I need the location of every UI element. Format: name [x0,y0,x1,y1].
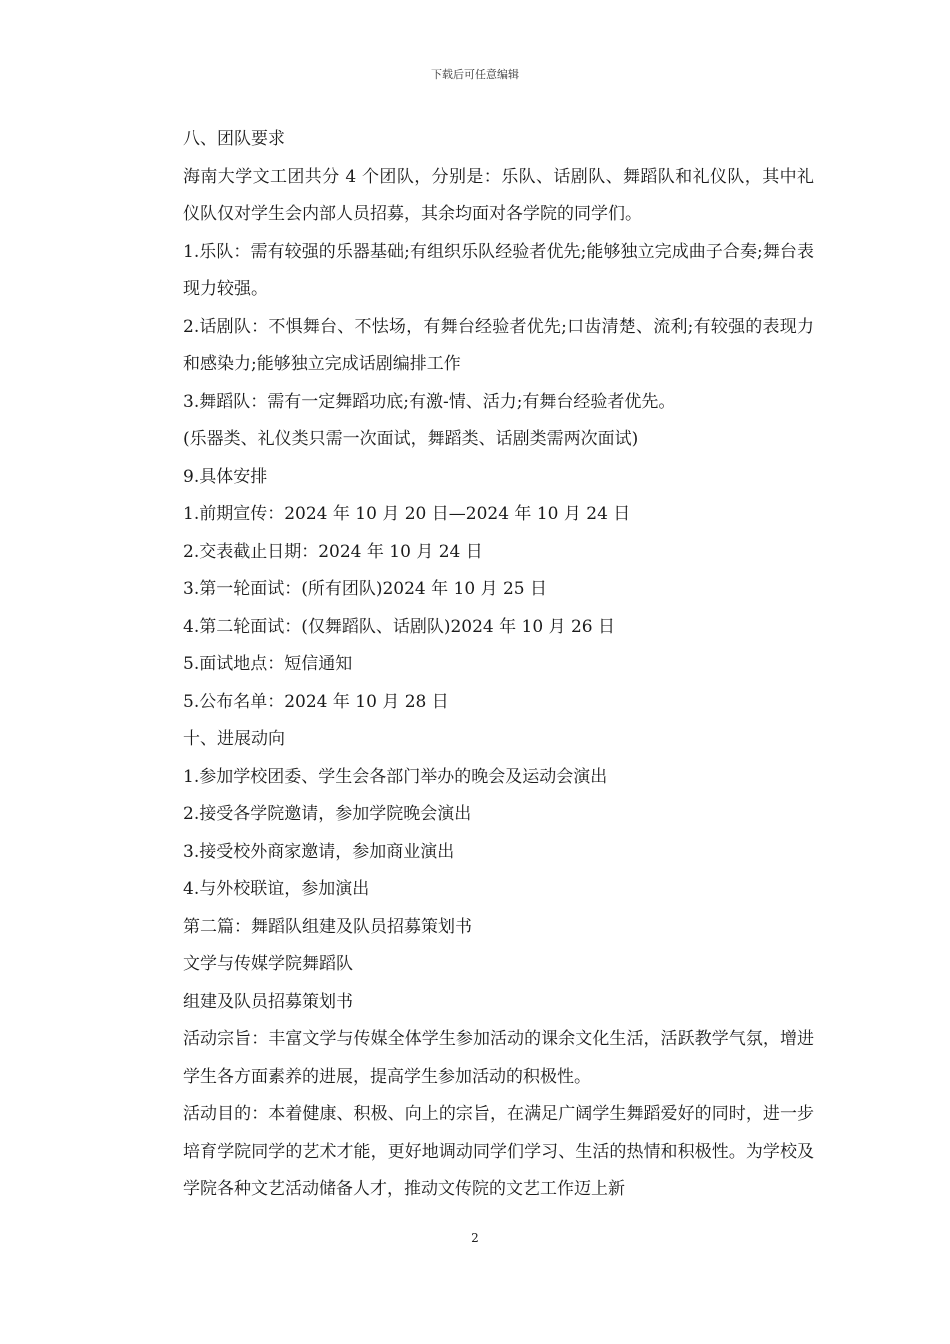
schedule-item-deadline: 2.交表截止日期：2024 年 10 月 24 日 [183,541,483,562]
paragraph-activity-goal: 活动目的：本着健康、积极、向上的宗旨，在满足广阔学生舞蹈爱好的同时，进一步培育学院同学的艺术才能，更好地调动同学们学习、生活的热情和积极性。为学校及学院各种文艺活动储备人才，推动文传院的文艺工作迈上新 [183,1104,814,1199]
section-heading-team-requirements: 八、团队要求 [183,129,285,149]
schedule-item-announcement: 5.公布名单：2024 年 10 月 28 日 [183,691,449,712]
section-heading-schedule: 9.具体安排 [183,466,268,487]
section-heading-progress: 十、进展动向 [183,729,285,749]
schedule-item-location: 5.面试地点：短信通知 [183,654,353,674]
schedule-item-first-interview: 3.第一轮面试：(所有团队)2024 年 10 月 25 日 [183,579,548,599]
list-item-drama: 2.话剧队：不惧舞台、不怯场，有舞台经验者优先;口齿清楚、流利;有较强的表现力和感染力;能够独立完成话剧编排工作 [183,316,814,374]
list-item-band: 1.乐队：需有较强的乐器基础;有组织乐队经验者优先;能够独立完成曲子合奏;舞台表现力较强。 [183,241,814,299]
part-two-title-line-1: 文学与传媒学院舞蹈队 [183,954,353,974]
document-body [146,121,814,1209]
schedule-item-second-interview: 4.第二轮面试：(仅舞蹈队、话剧队)2024 年 10 月 26 日 [183,616,616,637]
list-item-dance: 3.舞蹈队：需有一定舞蹈功底;有激-情、活力;有舞台经验者优先。 [183,391,676,412]
progress-item-4: 4.与外校联谊，参加演出 [183,879,370,899]
interview-note: (乐器类、礼仪类只需一次面试，舞蹈类、话剧类需两次面试) [183,429,639,449]
part-two-heading: 第二篇：舞蹈队组建及队员招募策划书 [183,916,472,937]
progress-item-1: 1.参加学校团委、学生会各部门举办的晚会及运动会演出 [183,766,608,787]
progress-item-3: 3.接受校外商家邀请，参加商业演出 [183,841,455,862]
paragraph-team-overview: 海南大学文工团共分 4 个团队，分别是：乐队、话剧队、舞蹈队和礼仪队，其中礼仪队仅对学生会内部人员招募，其余均面对各学院的同学们。 [183,166,814,224]
progress-item-2: 2.接受各学院邀请，参加学院晚会演出 [183,804,472,824]
page-header-note: 下载后可任意编辑 [431,68,519,81]
part-two-title-line-2: 组建及队员招募策划书 [183,991,353,1012]
schedule-item-promotion: 1.前期宣传：2024 年 10 月 20 日—2024 年 10 月 24 日 [183,504,631,524]
paragraph-activity-purpose: 活动宗旨：丰富文学与传媒全体学生参加活动的课余文化生活，活跃教学气氛，增进学生各方面素养的进展，提高学生参加活动的积极性。 [183,1029,814,1087]
page-number: 2 [471,1231,479,1245]
